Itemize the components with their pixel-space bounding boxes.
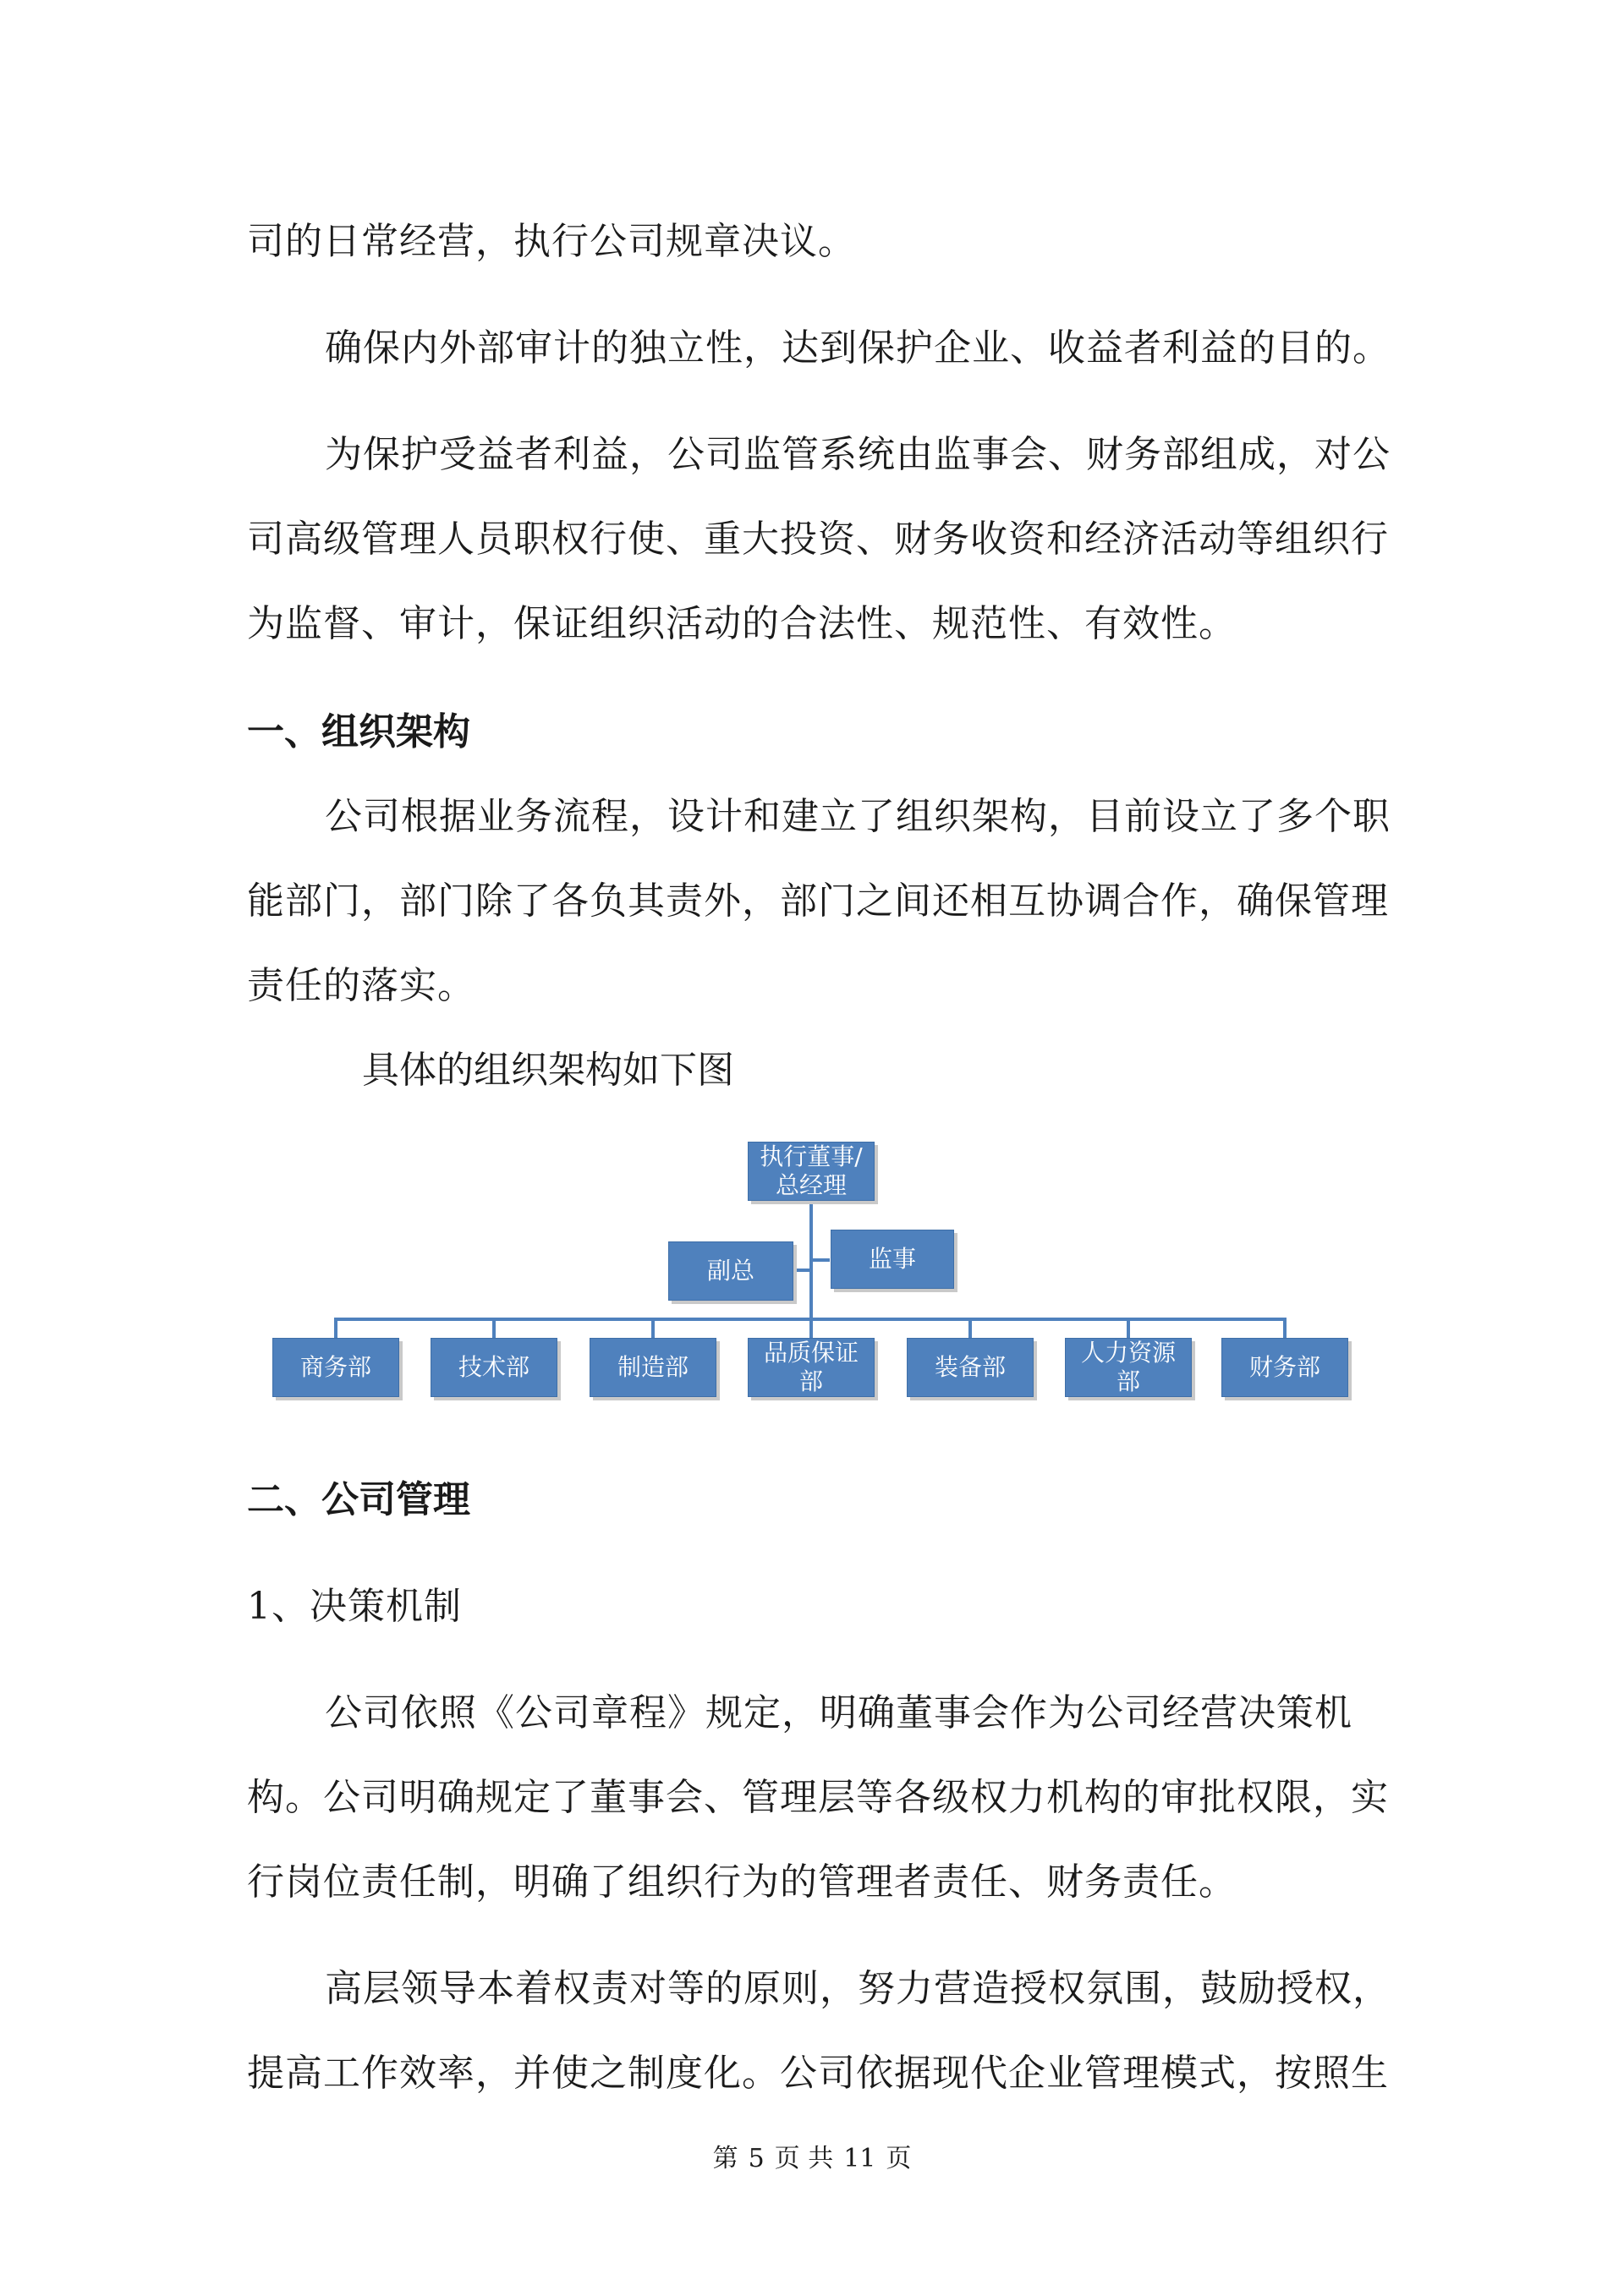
paragraph-line: 为保护受益者利益，公司监管系统由监事会、财务部组成，对公 <box>325 433 1391 476</box>
org-box-deputy <box>668 1241 793 1301</box>
org-box-label: 商务部 <box>299 1353 371 1381</box>
section-heading-company-management: 二、公司管理 <box>247 1478 470 1521</box>
paragraph-line: 确保内外部审计的独立性，达到保护企业、收益者利益的目的。 <box>325 326 1391 370</box>
paragraph-line: 司的日常经营，执行公司规章决议。 <box>247 220 856 263</box>
paragraph-line: 为监督、审计，保证组织活动的合法性、规范性、有效性。 <box>247 602 1237 645</box>
paragraph-line: 行岗位责任制，明确了组织行为的管理者责任、财务责任。 <box>247 1860 1237 1904</box>
footer-prefix: 第 <box>712 2144 738 2173</box>
paragraph-line: 高层领导本着权责对等的原则，努力营造授权氛围，鼓励授权， <box>325 1967 1391 2010</box>
org-box-label: 品质保证 <box>763 1339 859 1367</box>
org-connector-drop <box>1127 1318 1130 1340</box>
org-box-label: 副总 <box>706 1257 754 1285</box>
org-box-label: 人力资源 <box>1080 1339 1176 1367</box>
paragraph-line: 公司根据业务流程，设计和建立了组织架构，目前设立了多个职 <box>325 795 1391 838</box>
org-connector-drop <box>651 1318 655 1340</box>
org-box-supervisor <box>831 1230 954 1289</box>
org-box-label: 制造部 <box>617 1353 689 1381</box>
org-box-label: 部 <box>798 1367 823 1395</box>
chart-caption: 具体的组织架构如下图 <box>362 1049 734 1092</box>
org-box-executive-director <box>748 1142 875 1201</box>
org-connector-drop <box>968 1318 972 1340</box>
paragraph-line: 责任的落实。 <box>247 964 475 1007</box>
org-box-department <box>1221 1338 1348 1397</box>
org-box-label: 技术部 <box>458 1353 529 1381</box>
footer-suffix: 页 <box>886 2144 912 2173</box>
paragraph-line: 提高工作效率，并使之制度化。公司依据现代企业管理模式，按照生 <box>247 2052 1389 2095</box>
org-box-department <box>748 1338 875 1397</box>
org-box-label: 总经理 <box>775 1171 847 1199</box>
org-box-label: 财务部 <box>1248 1353 1320 1381</box>
paragraph-line: 能部门，部门除了各负其责外，部门之间还相互协调合作，确保管理 <box>247 879 1389 923</box>
org-connector-drop <box>492 1318 496 1340</box>
paragraph-line: 司高级管理人员职权行使、重大投资、财务收资和经济活动等组织行 <box>247 518 1389 561</box>
paragraph-line: 公司依照《公司章程》规定，明确董事会作为公司经营决策机 <box>325 1691 1352 1734</box>
subsection-title: 1、决策机制 <box>247 1585 462 1628</box>
section-heading-org-structure: 一、组织架构 <box>247 710 470 753</box>
page-footer <box>0 2142 1624 2176</box>
footer-total-pages: 11 <box>843 2144 876 2173</box>
org-connector-drop <box>334 1318 337 1340</box>
org-connector-drop <box>809 1318 813 1340</box>
org-box-department <box>907 1338 1034 1397</box>
org-box-department <box>431 1338 557 1397</box>
org-connector-supervisor <box>811 1258 830 1262</box>
org-box-department <box>272 1338 399 1397</box>
org-box-department <box>590 1338 716 1397</box>
footer-mid: 页 共 <box>774 2144 834 2173</box>
org-box-label: 监事 <box>868 1245 916 1273</box>
org-box-department <box>1065 1338 1192 1397</box>
paragraph-line: 构。公司明确规定了董事会、管理层等各级权力机构的审批权限，实 <box>247 1776 1389 1819</box>
footer-current-page: 5 <box>748 2144 765 2173</box>
org-connector-drop <box>1283 1318 1287 1340</box>
org-box-label: 执行董事/ <box>760 1143 863 1170</box>
org-connector-deputy <box>793 1269 811 1272</box>
org-box-label: 部 <box>1116 1367 1140 1395</box>
org-box-label: 装备部 <box>934 1353 1006 1381</box>
